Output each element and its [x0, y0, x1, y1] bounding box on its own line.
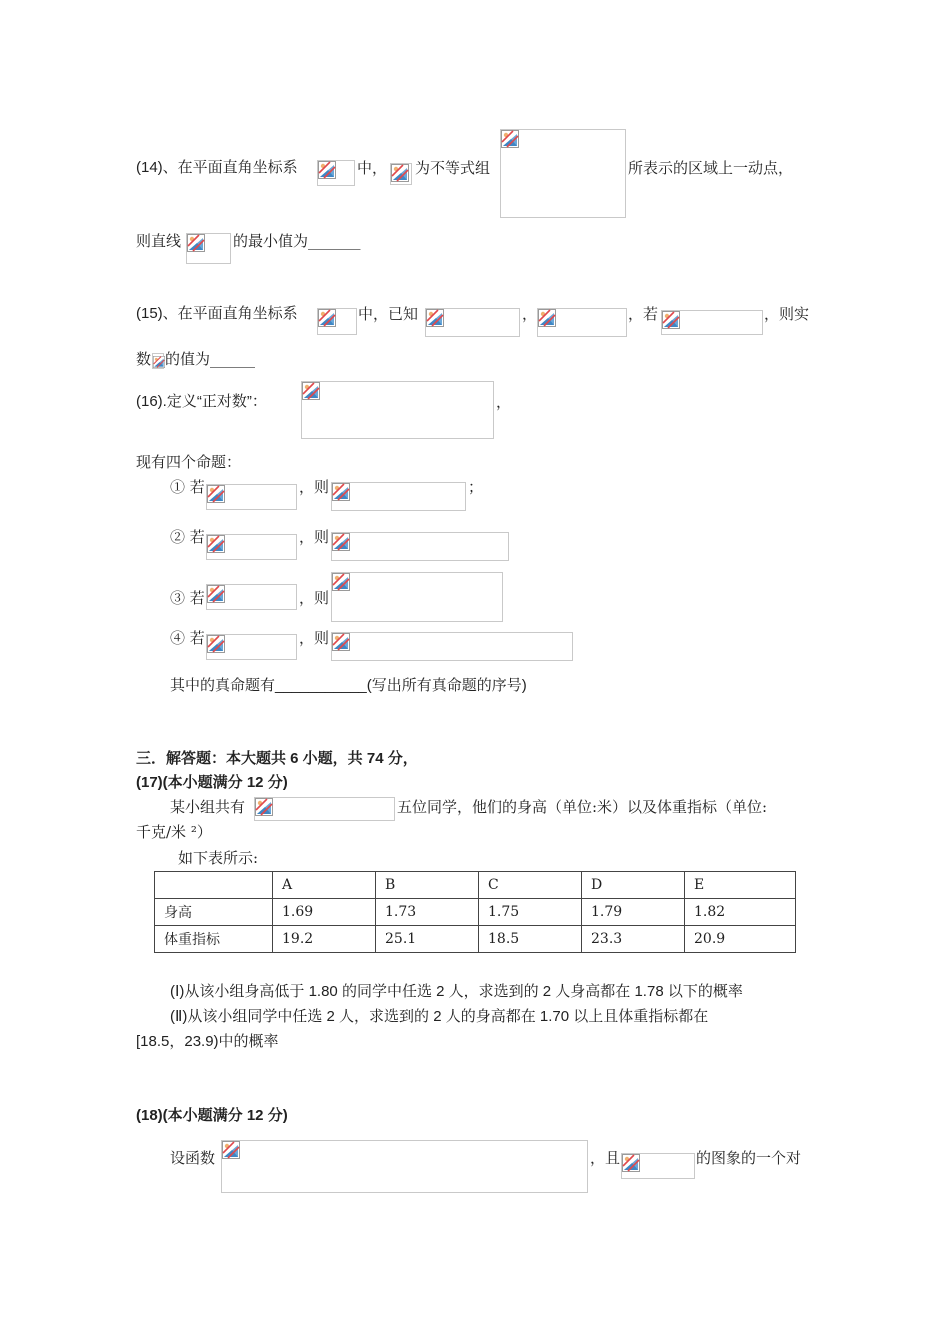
table-cell: 18.5	[479, 926, 582, 953]
table-row	[155, 926, 796, 953]
formula-image	[537, 308, 627, 337]
broken-image-icon	[187, 234, 205, 252]
broken-image-icon	[207, 635, 225, 653]
q16-item-mid: ，则	[299, 528, 330, 546]
table-cell: 25.1	[376, 926, 479, 953]
table-cell	[155, 872, 273, 899]
broken-image-icon	[426, 309, 444, 327]
formula-image	[221, 1140, 588, 1193]
broken-image-icon	[662, 311, 680, 329]
formula-image	[206, 534, 297, 560]
q16-item-end: ；	[468, 478, 484, 496]
section-heading: 三．解答题：本大题共 6 小题，共 74 分，	[136, 750, 418, 767]
formula-image	[500, 129, 626, 218]
table-cell: 1.79	[582, 899, 685, 926]
formula-image	[661, 310, 763, 335]
q15-line1-b: 中，已知	[358, 305, 419, 323]
formula-image	[425, 308, 520, 337]
broken-image-icon	[391, 164, 409, 182]
q15-line1-e: ，则实	[764, 305, 810, 323]
broken-image-icon	[622, 1154, 640, 1172]
q16-comma: ，	[496, 393, 512, 411]
table-cell: A	[273, 872, 376, 899]
q16-item-mid: ，则	[299, 589, 330, 607]
broken-image-icon	[255, 798, 273, 816]
q18-title: (18)(本小题满分 12 分)	[136, 1107, 288, 1124]
formula-image	[331, 632, 573, 661]
q17-line3: 如下表所示:	[178, 849, 259, 867]
table-row	[155, 899, 796, 926]
q16-intro: 现有四个命题：	[136, 453, 242, 471]
q14-line1-b: 中，	[357, 159, 388, 177]
data-table	[154, 871, 796, 953]
q16-title: (16).定义“正对数”：	[136, 393, 267, 410]
q14-line1-c: 为不等式组	[415, 159, 491, 177]
q17-part2-a: (Ⅱ)从该小组同学中任选 2 人，求选到的 2 人的身高都在 1.70 以上且体重指标都在	[170, 1008, 709, 1025]
q15-sep1: ，	[522, 305, 538, 323]
q16-item-mid: ，则	[299, 478, 330, 496]
broken-image-icon	[207, 485, 225, 503]
q17-line2: 千克/米 ²）	[136, 823, 212, 841]
q16-item-num: ① 若	[170, 478, 205, 496]
table-cell: 1.75	[479, 899, 582, 926]
formula-image	[152, 353, 164, 369]
q17-title: (17)(本小题满分 12 分)	[136, 774, 288, 791]
q16-answer: 其中的真命题有___________(写出所有真命题的序号)	[170, 677, 527, 694]
table-cell: 1.73	[376, 899, 479, 926]
broken-image-icon	[207, 535, 225, 553]
q17-line1-a: 某小组共有	[170, 798, 246, 816]
q14-line2-a: 则直线	[136, 232, 182, 250]
q16-item-num: ③ 若	[170, 589, 205, 607]
table-cell: 20.9	[685, 926, 796, 953]
broken-image-icon	[501, 130, 519, 148]
broken-image-icon	[332, 483, 350, 501]
broken-image-icon	[222, 1141, 240, 1159]
q17-part1: (Ⅰ)从该小组身高低于 1.80 的同学中任选 2 人，求选到的 2 人身高都在 1.78 以下的概率	[170, 983, 743, 1000]
table-cell: 身高	[155, 899, 273, 926]
table-cell: E	[685, 872, 796, 899]
q15-line2-a: 数	[136, 350, 152, 368]
broken-image-icon	[332, 573, 350, 591]
table-cell: 1.69	[273, 899, 376, 926]
formula-image	[317, 160, 355, 186]
table-header-row	[155, 872, 796, 899]
broken-image-icon	[318, 309, 336, 327]
formula-image	[301, 381, 494, 439]
formula-image	[317, 308, 357, 335]
broken-image-icon	[332, 533, 350, 551]
formula-image	[186, 233, 231, 264]
q18-line1-b: ，且	[590, 1149, 621, 1167]
table-cell: 1.82	[685, 899, 796, 926]
q15-line1-a: (15)、在平面直角坐标系	[136, 305, 298, 322]
broken-image-icon	[538, 309, 556, 327]
table-cell: 19.2	[273, 926, 376, 953]
q15-line2-b: 的值为______	[165, 350, 256, 368]
formula-image	[390, 163, 412, 185]
formula-image	[621, 1153, 695, 1179]
formula-image	[206, 484, 297, 510]
broken-image-icon	[207, 585, 225, 603]
q17-part2-b: [18.5，23.9)中的概率	[136, 1033, 279, 1050]
broken-image-icon	[318, 161, 336, 179]
q18-line1-a: 设函数	[170, 1149, 216, 1167]
q17-line1-b: 五位同学，他们的身高（单位:米）以及体重指标（单位:	[397, 798, 768, 816]
formula-image	[331, 532, 509, 561]
q15-sep2: ，若	[628, 305, 659, 323]
q18-line1-c: 的图象的一个对	[696, 1149, 802, 1167]
broken-image-icon	[332, 633, 350, 651]
table-cell: 体重指标	[155, 926, 273, 953]
q16-item-num: ④ 若	[170, 629, 205, 647]
formula-image	[254, 797, 395, 821]
table-cell: C	[479, 872, 582, 899]
q14-line1-d: 所表示的区域上一动点，	[628, 159, 794, 177]
formula-image	[206, 584, 297, 610]
table-cell: D	[582, 872, 685, 899]
formula-image	[206, 634, 297, 660]
formula-image	[331, 572, 503, 622]
formula-image	[331, 482, 466, 511]
q16-item-mid: ，则	[299, 629, 330, 647]
broken-image-icon	[302, 382, 320, 400]
q14-line1-a: (14)、在平面直角坐标系	[136, 159, 298, 176]
q16-item-num: ② 若	[170, 528, 205, 546]
broken-image-icon	[153, 354, 165, 370]
table-cell: 23.3	[582, 926, 685, 953]
table-cell: B	[376, 872, 479, 899]
q14-line2-b: 的最小值为_______	[233, 232, 361, 250]
